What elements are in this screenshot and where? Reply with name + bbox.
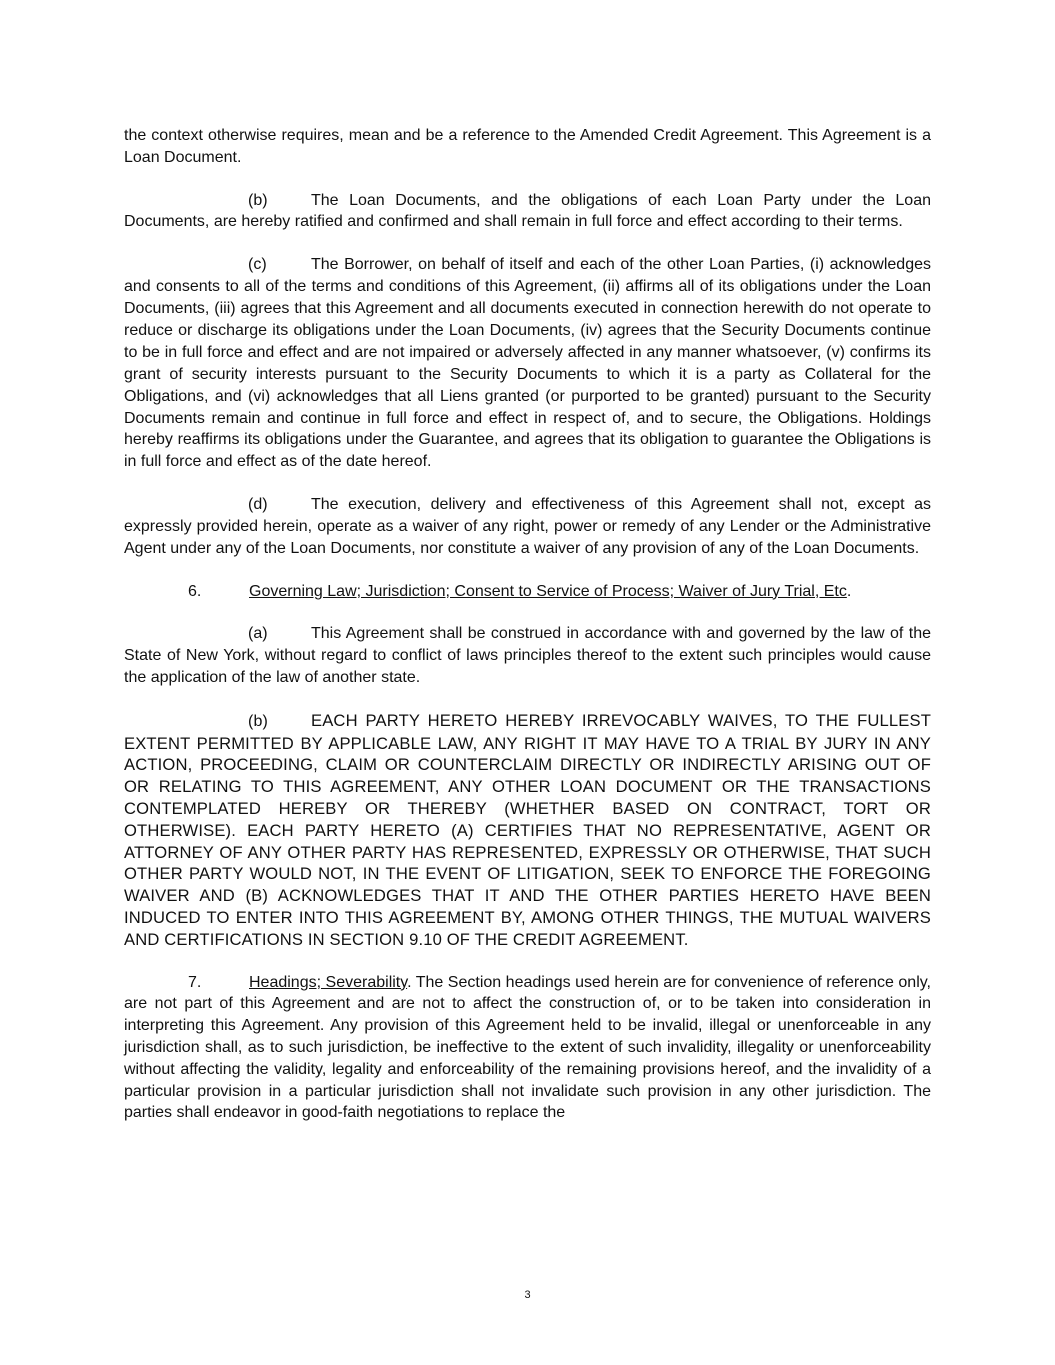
intro-text: the context otherwise requires, mean and be a reference to the Amended Credit Agreement. This Agreement is a Loan Document. [124,127,931,166]
clause-6a-number: (a) [248,625,268,643]
intro-paragraph [124,125,931,169]
section-7-text: . The Section headings used herein are for convenience of reference only, are not part of this Agreement and are not to affect the construction of, or to be taken into consideration in interpreting this Agreement. Any provision of this Agreement held to be invalid, illegal or unenforceable in any jurisdiction shall, as to such jurisdiction, be ineffective to the extent of such invalidity, illegality or unenforceability without affecting the validity, legality and enforceability of the remaining provisions hereof, and the invalidity of a particular provision in a particular jurisdiction shall not invalidate such provision in any other jurisdiction. The parties shall endeavor in good-faith negotiations to replace the [124,973,932,1122]
section-6-title: Governing Law; Jurisdiction; Consent to Service of Process; Waiver of Jury Trial, Etc [249,582,847,600]
clause-6b-number: (b) [248,712,269,730]
clause-5b-number: (b) [248,191,268,209]
section-6-title-period: . [846,582,852,600]
clause-5c-number: (c) [248,256,267,274]
clause-6b-text: EACH PARTY HERETO HEREBY IRREVOCABLY WAIVES, TO THE FULLEST EXTENT PERMITTED BY APPLICABLE LAW, ANY RIGHT IT MAY HAVE TO A TRIAL BY JURY IN ANY ACTION, PROCEEDING, CLAIM OR COUNTERCLAIM DIRECTLY OR INDIRECTLY ARISING OUT OF OR RELATING TO THIS AGREEMENT, ANY OTHER LOAN DOCUMENT OR THE TRANSACTIONS CONTEMPLATED HEREBY OR THEREBY (WHETHER BASED ON CONTRACT, TORT OR OTHERWISE). EACH PARTY HERETO (A) CERTIFIES THAT NO REPRESENTATIVE, AGENT OR ATTORNEY OF ANY OTHER PARTY HAS REPRESENTED, EXPRESSLY OR OTHERWISE, THAT SUCH OTHER PARTY WOULD NOT, IN THE EVENT OF LITIGATION, SEEK TO ENFORCE THE FOREGOING WAIVER AND (B) ACKNOWLEDGES THAT IT AND THE OTHER PARTIES HERETO HAVE BEEN INDUCED TO ENTER INTO THIS AGREEMENT BY, AMONG OTHER THINGS, THE MUTUAL WAIVERS AND CERTIFICATIONS IN SECTION 9.10 OF THE CREDIT AGREEMENT. [124,710,931,949]
clause-5b [124,190,931,234]
clause-5d-text: The execution, delivery and effectiveness of this Agreement shall not, except as expressly provided herein, operate as a waiver of any right, power or remedy of any Lender or the Administrative Agent under any of the Loan Documents, nor constitute a waiver of any provision of any of the Loan Documents. [124,496,931,557]
clause-5c [124,254,931,473]
clause-6b [124,710,931,951]
clause-5c-text: The Borrower, on behalf of itself and each of the other Loan Parties, (i) acknowledges and consents to all of the terms and conditions of this Agreement, (ii) affirms all of its obligations under the Loan Documents, (iii) agrees that this Agreement and all documents executed in connection herewith do not operate to reduce or discharge its obligations under the Loan Documents, (iv) agrees that the Security Documents continue to be in full force and effect and are not impaired or adversely affected in any manner whatsoever, (v) confirms its grant of security interests pursuant to the Security Documents to which it is a party as Collateral for the Obligations, and (vi) acknowledges that all Liens granted (or purported to be granted) pursuant to the Security Documents remain and continue in full force and effect in respect of, and to secure, the Obligations. Holdings hereby reaffirms its obligations under the Guarantee, and agrees that its obligation to guarantee the Obligations is in full force and effect as of the date hereof. [124,256,931,471]
section-6-heading [124,581,931,603]
clause-5b-text: The Loan Documents, and the obligations of each Loan Party under the Loan Documents, are hereby ratified and confirmed and shall remain in full force and effect according to their terms. [124,191,931,231]
clause-6a [124,623,931,688]
section-7 [124,972,931,1125]
clause-5d-number: (d) [248,496,268,514]
section-7-number: 7. [188,973,202,991]
document-page [124,125,931,1145]
page-number: 3 [524,1289,531,1301]
clause-5d [124,494,931,559]
section-7-title: Headings; Severability [249,973,408,991]
section-6-number: 6. [188,582,202,600]
clause-6a-text: This Agreement shall be construed in accordance with and governed by the law of the State of New York, without regard to conflict of laws principles thereof to the extent such principles would cause the application of the law of another state. [124,625,931,687]
